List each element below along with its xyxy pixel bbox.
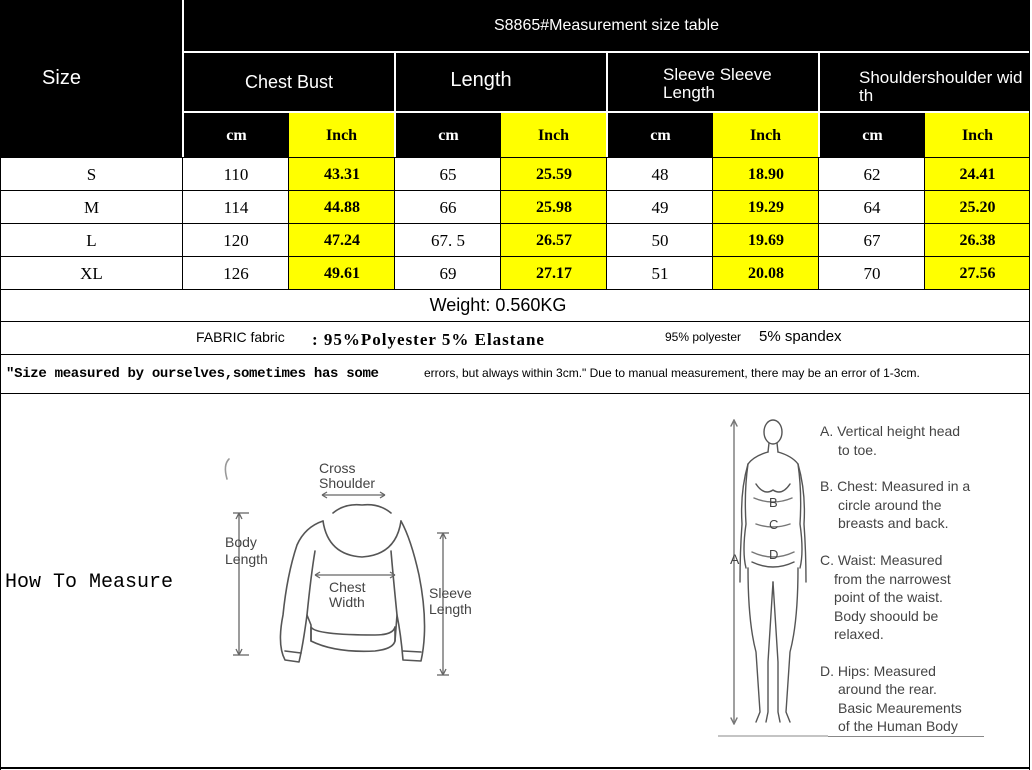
unit-inch-length: Inch <box>501 113 606 158</box>
table-cell: 62 <box>863 164 881 184</box>
note-d-line-3: Basic Meaurements <box>838 700 962 716</box>
table-cell: 43.31 <box>324 165 360 183</box>
table-cell: 64 <box>863 197 881 217</box>
group-header-shoulder-width: Shouldershoulder width <box>859 68 1023 105</box>
unit-cm-chest: cm <box>226 126 247 144</box>
table-cell: 67. 5 <box>431 230 465 250</box>
fabric-note-spandex: 5% spandex <box>759 328 842 345</box>
body-length-label-1: Body <box>225 534 257 550</box>
table-cell: 49 <box>651 197 669 217</box>
note-d-line-1: D. Hips: Measured <box>820 663 936 679</box>
note-c-line-3: point of the waist. <box>834 589 943 605</box>
table-cell: 27.56 <box>959 264 996 282</box>
body-marker-a: A <box>730 551 740 567</box>
body-measure-notes <box>818 420 1018 740</box>
unit-inch-shoulder: Inch <box>925 113 1030 158</box>
table-cell: 67 <box>863 230 881 250</box>
table-cell: 44.88 <box>324 198 360 216</box>
garment-measure-diagram <box>215 455 485 695</box>
table-row-xl-size: XL <box>80 263 103 283</box>
table-cell: 25.98 <box>536 198 572 216</box>
table-cell: 25.59 <box>536 165 572 183</box>
note-c-line-2: from the narrowest <box>834 571 951 587</box>
table-row-s-size: S <box>86 164 97 184</box>
table-cell: 65 <box>439 164 457 184</box>
group-header-chest-bust: Chest Bust <box>244 71 334 92</box>
body-marker-d: D <box>769 547 779 562</box>
size-header: Size <box>42 66 81 89</box>
sleeve-length-label-2: Length <box>429 601 472 617</box>
table-cell: 51 <box>651 263 669 283</box>
table-cell: 25.20 <box>959 198 996 216</box>
unit-cm-shoulder: cm <box>862 126 883 144</box>
fabric-note-polyester: 95% polyester <box>665 330 742 344</box>
fabric-value: : 95%Polyester 5% Elastane <box>312 330 545 349</box>
table-cell: 49.61 <box>324 264 360 282</box>
note-c-line-4: Body shoould be <box>834 608 939 624</box>
table-cell: 19.29 <box>748 198 784 216</box>
unit-inch-sleeve: Inch <box>713 113 818 158</box>
chest-width-label-2: Width <box>329 594 365 610</box>
table-cell: 50 <box>651 230 669 250</box>
unit-cm-length: cm <box>438 126 459 144</box>
table-cell: 20.08 <box>748 264 784 282</box>
body-length-label-2: Length <box>225 551 268 567</box>
weight-text: Weight: 0.560KG <box>429 294 567 315</box>
chest-width-label-1: Chest <box>329 579 366 595</box>
table-cell: 27.17 <box>536 264 572 282</box>
table-cell: 126 <box>223 263 249 283</box>
note-c-line-1: C. Waist: Measured <box>820 552 943 568</box>
table-cell: 26.38 <box>959 231 996 249</box>
cross-shoulder-label-1: Cross <box>319 460 356 476</box>
note-a-line-2: to toe. <box>838 442 877 458</box>
table-cell: 66 <box>439 197 457 217</box>
note-d-line-2: around the rear. <box>838 681 937 697</box>
disclaimer-part1: "Size measured by ourselves,sometimes has some <box>6 366 379 382</box>
table-cell: 70 <box>863 263 881 283</box>
fabric-label: FABRIC fabric <box>196 329 285 345</box>
disclaimer-part2: errors, but always within 3cm." Due to manual measurement, there may be an error of 1-3cm. <box>424 366 920 380</box>
note-a-line-1: A. Vertical height head <box>820 423 961 439</box>
table-cell: 47.24 <box>324 231 360 249</box>
table-cell: 24.41 <box>959 165 996 183</box>
note-d-line-4: of the Human Body <box>838 718 958 734</box>
group-header-length: Length <box>450 68 512 91</box>
table-row-l-size: L <box>86 230 97 250</box>
body-marker-c: C <box>769 517 779 532</box>
cross-shoulder-label-2: Shoulder <box>319 475 376 491</box>
group-header-sleeve-length: Sleeve Sleeve Length <box>663 65 772 102</box>
note-c-line-5: relaxed. <box>834 626 884 642</box>
table-cell: 19.69 <box>748 231 784 249</box>
table-cell: 48 <box>651 164 669 184</box>
table-cell: 18.90 <box>748 165 784 183</box>
sleeve-length-label-1: Sleeve <box>429 585 472 601</box>
table-cell: 114 <box>223 197 249 217</box>
how-to-measure-label: How To Measure <box>5 571 174 594</box>
table-cell: 26.57 <box>536 231 572 249</box>
note-b-line-2: circle around the <box>838 497 942 513</box>
note-b-line-1: B. Chest: Measured in a <box>820 478 971 494</box>
table-row-m-size: M <box>83 197 100 217</box>
table-title: S8865#Measurement size table <box>493 17 720 34</box>
body-marker-b: B <box>769 495 778 510</box>
table-cell: 110 <box>223 164 249 184</box>
note-b-line-3: breasts and back. <box>838 515 949 531</box>
table-cell: 69 <box>439 263 457 283</box>
body-measure-diagram <box>718 412 828 742</box>
unit-cm-sleeve: cm <box>650 126 671 144</box>
table-cell: 120 <box>223 230 249 250</box>
unit-inch-chest: Inch <box>289 113 394 158</box>
